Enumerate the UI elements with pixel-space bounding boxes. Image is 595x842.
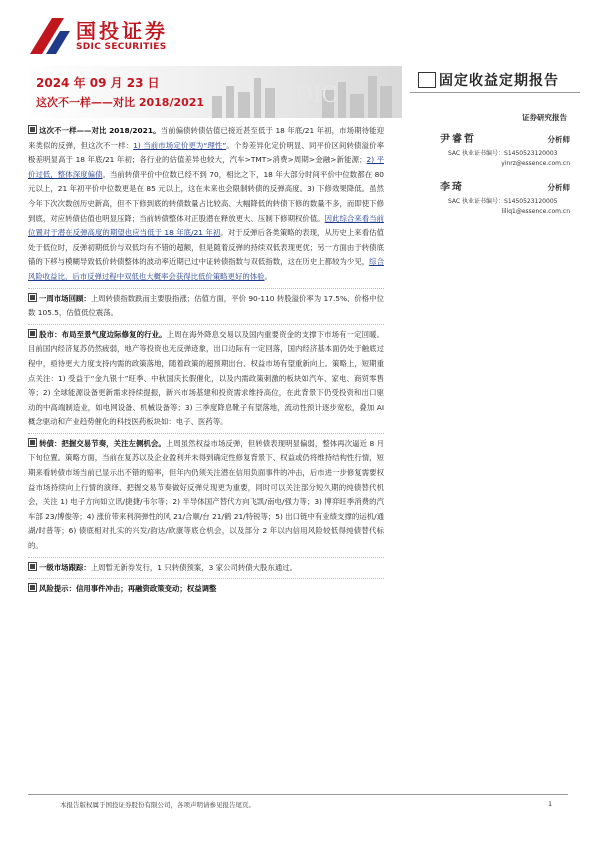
- report-title: 这次不一样——对比 2018/2021: [36, 96, 205, 109]
- analyst-card: [440, 130, 570, 167]
- bullet-square-icon: [28, 329, 37, 338]
- banner-watermark: SDIC: [280, 83, 339, 108]
- paragraph-convertibles: [28, 437, 384, 554]
- footer-divider: [28, 794, 568, 795]
- analyst-role: 分析师: [547, 135, 570, 144]
- chart-icon: [418, 72, 436, 88]
- logo-en: SDIC SECURITIES: [76, 41, 167, 52]
- analyst-cert: SAC 执业证书编号：S1450523120003: [448, 150, 558, 157]
- logo-cn: 国投证券: [76, 18, 168, 43]
- paragraph-equity: [28, 328, 384, 430]
- highlight-text: 1) 当前市场定价更为“理性”: [133, 140, 227, 150]
- paragraph-heading: 风险提示：信用事件冲击；再融资政策变动；权益调整: [39, 584, 217, 594]
- paragraph-summary: [28, 124, 384, 285]
- paragraph-heading: 股市：布局至景气度边际修复的行业。: [39, 329, 167, 339]
- paragraph-text: 。个券差异化定价明显、同平价区间转债溢价率极差明显高于 18 年底/21 年初；各行业的估值差异也较大，汽车>TMT>消费>周期>金融>新能源；: [28, 140, 384, 165]
- paragraph-heading: 转债：把握交易节奏，关注左侧机会。: [39, 438, 166, 448]
- bullet-square-icon: [28, 293, 37, 302]
- dotted-divider: [28, 433, 384, 434]
- section-label: 证券研究报告: [522, 113, 567, 122]
- analyst-card: [440, 178, 570, 215]
- company-logo: [30, 18, 168, 54]
- paragraph-primary-market: [28, 561, 384, 576]
- report-banner: [22, 66, 402, 118]
- report-type-header: [418, 70, 559, 90]
- dotted-divider: [28, 578, 384, 579]
- paragraph-text: 上周暂无新券发行，1 只转债预案，3 家公司转债大股东通过。: [90, 562, 298, 572]
- logo-mark-icon: [30, 18, 70, 54]
- report-type: 固定收益定期报告: [439, 73, 559, 89]
- paragraph-text: 。: [264, 271, 272, 281]
- paragraph-heading: 这次不一样——对比 2018/2021。: [39, 126, 161, 135]
- dotted-divider: [28, 288, 384, 289]
- bullet-square-icon: [28, 562, 37, 571]
- paragraph-text: 。当前转债平价中位数已经不到 70，相比之下，18 年大部分时间平价中位数都在 80 元以上，21 年初平价中位数更是在 85 元以上，这在未来也会限制转债的反弹高度。3) 下修效果降低。虽然今年下次次数创历史新高，但不下修到底的转债数量占比较高、大幅降低的转债下修的数量不多，而即使下修到底，对应转债估值也明显压降；当前转债整体对正股潜在释放更大、压制下修期权价值。: [28, 169, 384, 223]
- bullet-square-icon: [28, 438, 37, 447]
- dotted-divider: [28, 324, 384, 325]
- analyst-email[interactable]: liliq1@essence.com.cn: [501, 208, 570, 215]
- divider: [410, 92, 580, 93]
- footer-disclaimer: 本报告版权属于国投证券股份有限公司，各项声明请参见报告尾页。: [60, 801, 255, 809]
- paragraph-text: 上周转债指数跌而主要股指涨；估值方面，平价 90-110 转股溢价率为 17.5%、价格中位数 105.5，估值低位震荡。: [28, 293, 384, 318]
- paragraph-text: 上周在海外降息交易以及国内重要资金的支撑下市场有一定回暖。目前国内经济复苏仍然疲弱，地产等投资也无反弹迹象，出口边际有一定回落，国内经济基本面仍处于触底过程中，亟待更大力度支持内需的政策落地，随着政策的超预期出台、权益市场有望重新向上。策略上，短期重点关注：1) 受益于“金九银十”旺季、中秋国庆长假催化，以及内需政策刺激的板块如汽车、家电、商贸零售等；2) 全球能源设备更新需求持续提振，新兴市场基建和投资需求维持高位，在此背景下仍受投资和出口驱动的中高端制造业，如电网设备、机械设备等；3) 三季度降息靴子有望落地，流动性预计逐步宽松，叠加 AI 概念驱动和产业趋势催化的科技医药板块如：电子、医药等。: [28, 329, 384, 427]
- analyst-email[interactable]: yinrz@essence.com.cn: [501, 160, 570, 167]
- page-number: 1: [548, 800, 553, 808]
- dotted-divider: [28, 557, 384, 558]
- highlight-text: 2) 平价过低，整体深度偏债: [28, 155, 384, 179]
- paragraph-risk: [28, 582, 384, 597]
- analyst-cert: SAC 执业证书编号：S1450523120005: [448, 198, 558, 205]
- paragraph-text: 上周虽然权益市场反弹，但转债表现明显偏弱，整体再次逼近 8 月下旬位置。策略方面，当前在复苏以及企业盈利并未得到确定性修复背景下、权益或仍将维持结构性行情，短期来看转债市场当前已显示出不错的赔率，但年内仍须关注潜在信用负面事件的冲击，后市进一步修复需要权益市场持续向上行情的演绎、把握交易节奏做好反弹兑现更为重要，同时可以关注部分短久期的纯债替代机会，关注 1) 电子方向如立讯/捷捷/韦尔等；2) 半导体国产替代方向飞凯/南电/强力等；3) 博弈旺季消费的汽车部 23/博俊等；4) 涨价带来利润弹性的风 21/合顺/台 21/鹤 21/特锐等；5) 出口链中有业绩支撑的运机/通湖/时普等；6) 债底相对扎实的兴发/韵达/欧康等底仓机会，以及部分 2 年以内信用风险较低得纯债替代标的。: [28, 438, 384, 551]
- analyst-role: 分析师: [547, 183, 570, 192]
- bullet-square-icon: [28, 125, 37, 134]
- report-date: 2024 年 09 月 23 日: [36, 76, 160, 90]
- paragraph-text: 当前偏债转债估值已接近甚至低于 18 年底/21 年初，市场期待能迎来类似的反弹，但这次不一样：: [28, 126, 384, 150]
- bullet-square-icon: [28, 583, 37, 592]
- highlight-text: 因此综合来看当前位置对于潜在反弹高度的期望也应当低于 18 年底/21 年初: [28, 213, 384, 238]
- paragraph-text: 。对于反弹后各类策略的表现，从历史上来看估值处于低位时，反弹初期低价与双低均有不错的超额，但是随着反弹的持续双低表现更优；另一方面由于转债底锚的下移与模糊导致低价转债整体的波动率近期已过中证转债指数与双低指数，这在历史上都较为少见，: [28, 228, 384, 267]
- highlight-text: 综合风险收益比，后市反弹过程中双低也大概率会获得比低价策略更好的体验: [28, 257, 384, 281]
- report-body: [28, 124, 384, 597]
- paragraph-heading: 一周市场回顾：: [39, 293, 91, 303]
- analyst-name: 尹睿哲: [440, 134, 476, 145]
- paragraph-weekly-review: [28, 292, 384, 321]
- analyst-name: 李琦: [440, 182, 464, 193]
- paragraph-heading: 一级市场跟踪：: [39, 562, 91, 572]
